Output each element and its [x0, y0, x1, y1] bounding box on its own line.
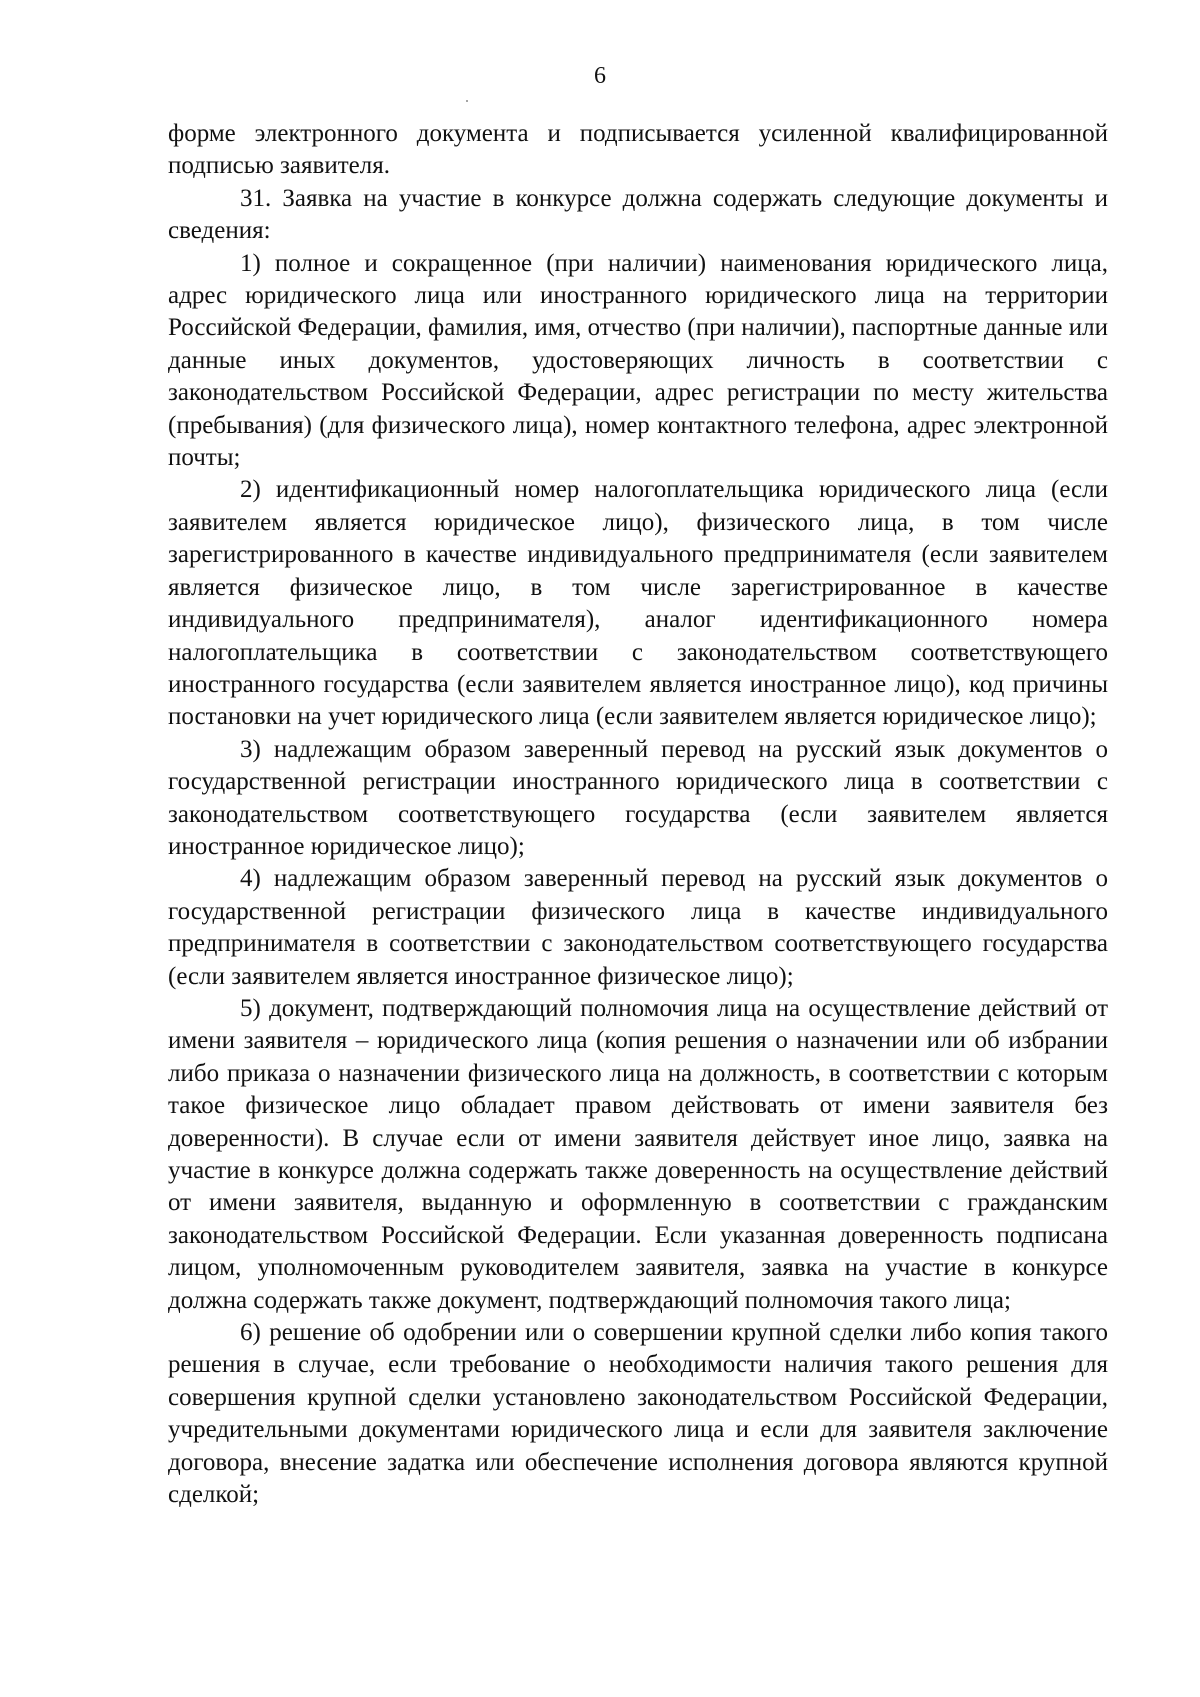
paragraph-continuation: форме электронного документа и подписывается усиленной квалифицированной подписью заявителя. — [168, 120, 1108, 180]
scan-speck — [466, 100, 468, 102]
paragraph-31: 31. Заявка на участие в конкурсе должна содержать следующие документы и сведения: — [168, 184, 1108, 245]
list-item-5: 5) документ, подтверждающий полномочия лица на осуществление действий от имени заявителя – юридического лица (копия решения о назначении или об избрании либо приказа о назначении физического лица на должность, в соответствии с которым такое физическое лицо обладает правом действовать от имени заявителя без доверенности). В случае если от имени заявителя действует иное лицо, заявка на участие в конкурсе должна содержать также доверенность на осуществление действий от имени заявителя, выданную и оформленную в соответствии с гражданским законодательством Российской Федерации. Если указанная доверенность подписана лицом, уполномоченным руководителем заявителя, заявка на участие в конкурсе должна содержать также документ, подтверждающий полномочия такого лица; — [168, 994, 1108, 1314]
list-item-6: 6) решение об одобрении или о совершении крупной сделки либо копия такого решения в случае, если требование о необходимости наличия такого решения для совершения крупной сделки установлено законодательством Российской Федерации, учредительными документами юридического лица и если для заявителя заключение договора, внесение задатка или обеспечение исполнения договора являются крупной сделкой; — [168, 1319, 1108, 1509]
list-item-4: 4) надлежащим образом заверенный перевод на русский язык документов о государственной регистрации физического лица в качестве индивидуального предпринимателя в соответствии с законодательством соответствующего государства (если заявителем является иностранное физическое лицо); — [168, 865, 1108, 990]
list-item-2: 2) идентификационный номер налогоплательщика юридического лица (если заявителем является юридическое лицо), физического лица, в том числе зарегистрированного в качестве индивидуального предпринимателя (если заявителем является физическое лицо, в том числе зарегистрированное в качестве индивидуального предпринимателя), аналог идентификационного номера налогоплательщика в соответствии с законодательством соответствующего иностранного государства (если заявителем является иностранное лицо), код причины постановки на учет юридического лица (если заявителем является юридическое лицо); — [168, 476, 1108, 731]
document-body — [168, 118, 1108, 1511]
list-item-1: 1) полное и сокращенное (при наличии) наименования юридического лица, адрес юридического лица или иностранного юридического лица на территории Российской Федерации, фамилия, имя, отчество (при наличии), паспортные данные или данные иных документов, удостоверяющих личность в соответствии с законодательством Российской Федерации, адрес регистрации по месту жительства (пребывания) (для физического лица), номер контактного телефона, адрес электронной почты; — [168, 249, 1108, 472]
list-item-3: 3) надлежащим образом заверенный перевод на русский язык документов о государственной регистрации иностранного юридического лица в соответствии с законодательством соответствующего государства (если заявителем является иностранное юридическое лицо); — [168, 735, 1108, 860]
page-number: 6 — [594, 63, 606, 89]
